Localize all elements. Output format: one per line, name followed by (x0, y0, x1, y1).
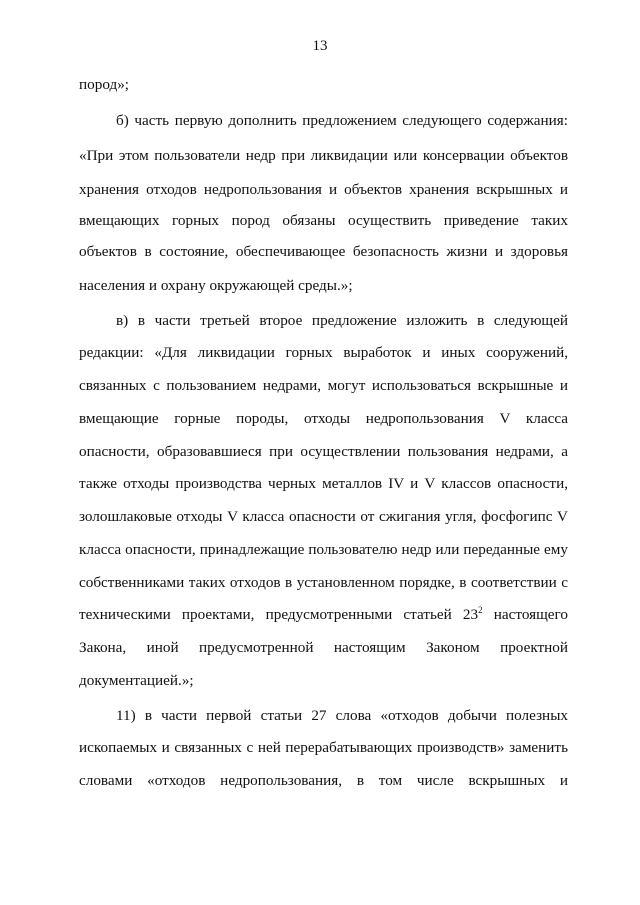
text-line: вмещающие горные породы, отходы недропользования V класса (79, 410, 568, 427)
text-line: редакции: «Для ликвидации горных выработок и иных сооружений, (79, 344, 568, 361)
text-line: собственниками таких отходов в установленном порядке, в соответствии с (79, 574, 568, 591)
text-line: ископаемых и связанных с ней перерабатывающих производств» заменить (79, 739, 568, 756)
text-line: словами «отходов недропользования, в том числе вскрышных и (79, 772, 568, 789)
text-line: «При этом пользователи недр при ликвидации или консервации объектов (79, 147, 568, 164)
text-line: документацией.»; (79, 672, 194, 689)
text-line: объектов в состояние, обеспечивающее безопасность жизни и здоровья (79, 243, 568, 260)
text-line: золошлаковые отходы V класса опасности от сжигания угля, фосфогипс V (79, 508, 568, 525)
text-line: 11) в части первой статьи 27 слова «отходов добычи полезных (116, 707, 568, 724)
text-line: Закона, иной предусмотренной настоящим Законом проектной (79, 639, 568, 656)
text-line: класса опасности, принадлежащие пользователю недр или переданные ему (79, 541, 568, 558)
page-number: 13 (312, 38, 328, 54)
text-line: вмещающих горных пород обязаны осуществить приведение таких (79, 212, 568, 229)
text-line: населения и охрану окружающей среды.»; (79, 277, 353, 294)
text-line-with-superscript (79, 606, 568, 624)
text-line: хранения отходов недропользования и объектов хранения вскрышных и (79, 181, 568, 198)
text-line: связанных с пользованием недрами, могут использоваться вскрышные и (79, 377, 568, 394)
text-line-part: настоящего (482, 606, 568, 623)
text-line: б) часть первую дополнить предложением следующего содержания: (116, 112, 568, 129)
text-line: также отходы производства черных металлов IV и V классов опасности, (79, 475, 568, 492)
text-line: в) в части третьей второе предложение изложить в следующей (116, 312, 568, 329)
superscript: 2 (478, 605, 483, 615)
text-line: пород»; (79, 76, 130, 93)
text-line: опасности, образовавшиеся при осуществлении пользования недрами, а (79, 443, 568, 460)
text-line-part: техническими проектами, предусмотренными статьей 23 (79, 606, 479, 623)
